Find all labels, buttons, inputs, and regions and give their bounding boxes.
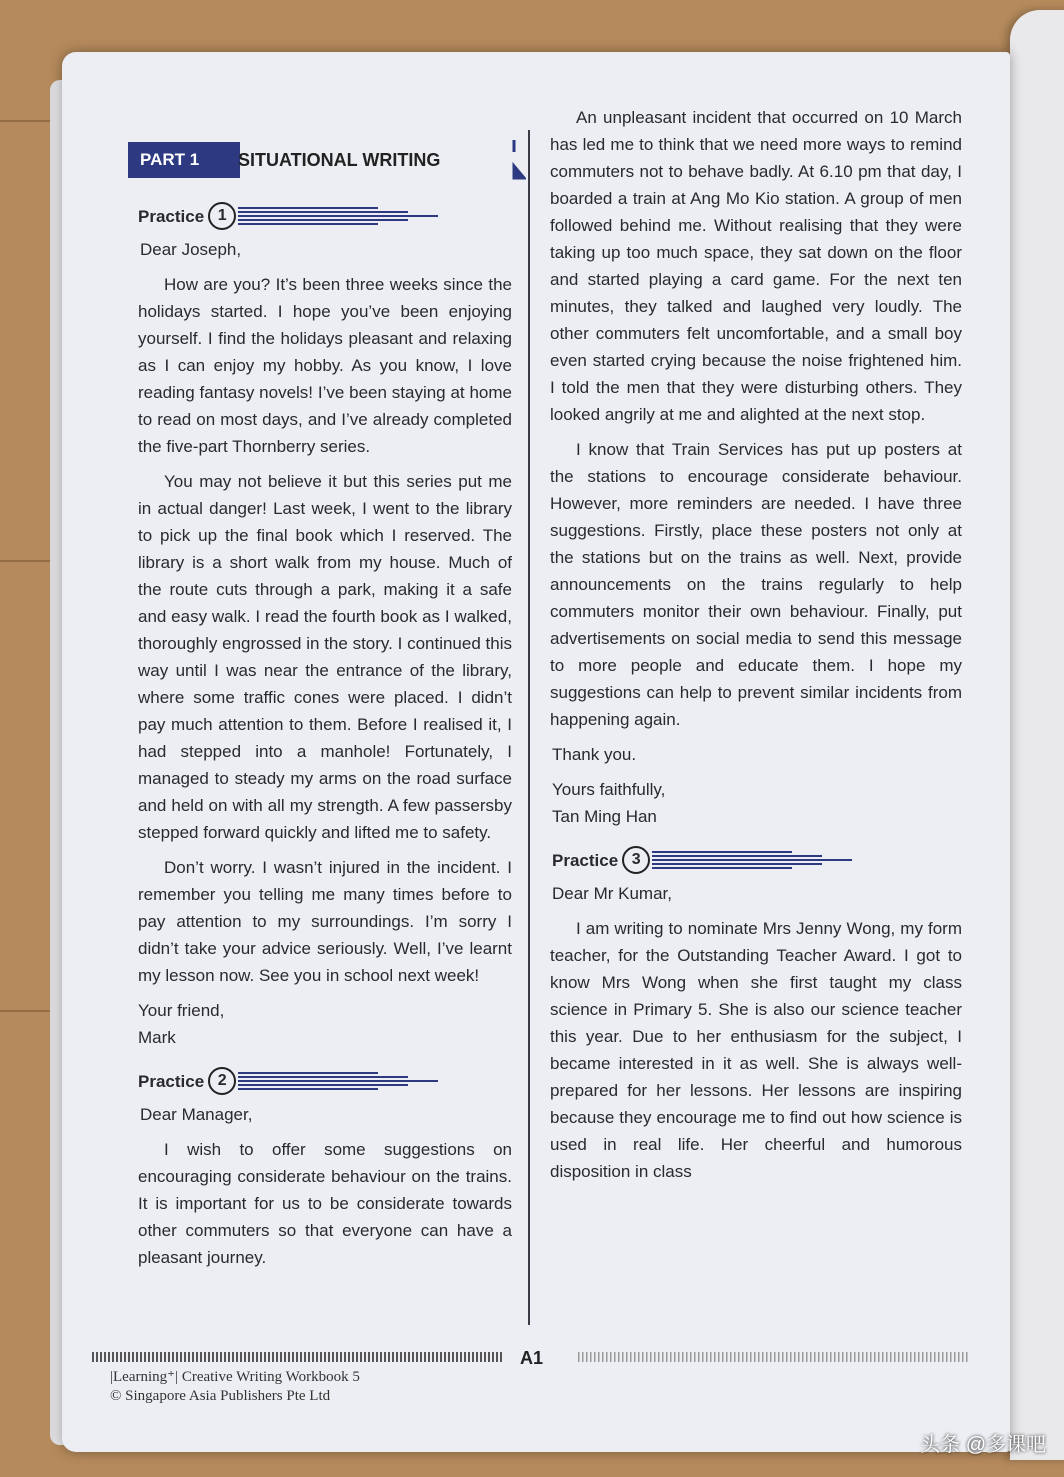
practice-1-heading [138,200,512,232]
letter3-salutation: Dear Mr Kumar, [552,884,672,903]
banner-hook-icon [512,138,526,180]
letter2-thanks: Thank you. [552,745,637,764]
footer-copyright: © Singapore Asia Publishers Pte Ltd [110,1388,331,1404]
footer-series: |Learning⁺| Creative Writing Workbook 5 [110,1369,360,1385]
letter2-paragraph: I wish to offer some suggestions on encouraging considerate behaviour on the trains. It is important for us to be considerate towards other commuters so that everyone can have a pleasant journey. [138,1140,512,1267]
footer-barcode-right [578,1352,968,1362]
letter1-closing: Your friend, [138,1001,225,1020]
watermark: 头条 @多课吧 [920,1434,1046,1456]
next-page-edge [1010,10,1064,1460]
part-banner [128,138,512,182]
letter1-paragraph: Don’t worry. I wasn’t injured in the incident. I remember you telling me many times before to pay attention to my surroundings. I’m sorry I didn’t take your advice seriously. Well, I’ve learnt my lesson now. See you in school next week! [138,858,512,985]
right-column [550,104,962,1193]
page-number: A1 [520,1348,544,1368]
practice-number: 1 [208,202,236,230]
practice-number: 2 [208,1067,236,1095]
practice-number: 3 [622,846,650,874]
part-tag: PART 1 [128,142,240,178]
practice-2-heading [138,1065,512,1097]
letter2-signature: Tan Ming Han [552,807,657,826]
left-column [112,130,512,1279]
practice-3-heading [552,844,962,876]
practice-label: Practice [552,850,619,870]
letter2-paragraph: An unpleasant incident that occurred on 10 March has led me to think that we need more ways to remind commuters not to behave badly. At 6.10 pm that day, I boarded a train at Ang Mo Kio station. A group of men followed behind me. Without realising that they were taking up too much space, they sat down on the floor and started playing a card game. For the next ten minutes, they talked and laughed very loudly. The other commuters felt uncomfortable, and a small boy even started crying because the noise frightened him. I told the men that they were disturbing others. They looked angrily at me and alighted at the next stop. [550,108,962,424]
footer-credits [110,1368,360,1406]
part-title: SITUATIONAL WRITING [238,150,441,170]
letter2-closing: Yours faithfully, [552,780,666,799]
letter2-paragraph: I know that Train Services has put up posters at the stations to encourage considerate behaviour. However, more reminders are needed. I have three suggestions. Firstly, place these posters not only at the stations but on the trains as well. Next, provide announcements on the trains regularly to help commuters monitor their own behaviour. Finally, put advertisements on social media to send this message to more people and educate them. I hope my suggestions can help to prevent similar incidents from happening again. [550,440,962,729]
footer-barcode-left [92,1352,502,1362]
speed-lines-icon [238,205,438,227]
speed-lines-icon [238,1070,438,1092]
letter1-salutation: Dear Joseph, [140,240,242,259]
letter1-paragraph: You may not believe it but this series put me in actual danger! Last week, I went to the library to pick up the final book which I reserved. The library is a short walk from my house. Much of the route cuts through a park, making it a safe and easy walk. I read the fourth book as I walked, thoroughly engrossed in the story. I continued this way until I was near the entrance of the library, where some traffic cones were placed. I didn’t pay much attention to them. Before I realised it, I had stepped into a manhole! Fortunately, I managed to steady my arms on the road surface and held on with all my strength. A few passersby stepped forward quickly and lifted me to safety. [138,472,512,842]
practice-label: Practice [138,206,205,226]
practice-label: Practice [138,1071,205,1091]
letter1-signature: Mark [138,1028,176,1047]
letter1-paragraph: How are you? It’s been three weeks since the holidays started. I hope you’ve been enjoying yourself. I find the holidays pleasant and relaxing as I can enjoy my hobby. As you know, I love reading fantasy novels! I’ve been staying at home to read on most days, and I’ve already completed the five-part Thornberry series. [138,275,512,456]
letter3-paragraph: I am writing to nominate Mrs Jenny Wong, my form teacher, for the Outstanding Teacher Award. I got to know Mrs Wong when she first taught my class science in Primary 5. She is also our science teacher this year. Due to her enthusiasm for the subject, I became interested in it as well. She is always well-prepared for her lessons. Her lessons are inspiring because they encourage me to find out how science is used in real life. Her cheerful and humorous disposition in class [550,919,962,1181]
column-divider [528,130,530,1325]
letter2-salutation: Dear Manager, [140,1105,253,1124]
speed-lines-icon [652,849,852,871]
